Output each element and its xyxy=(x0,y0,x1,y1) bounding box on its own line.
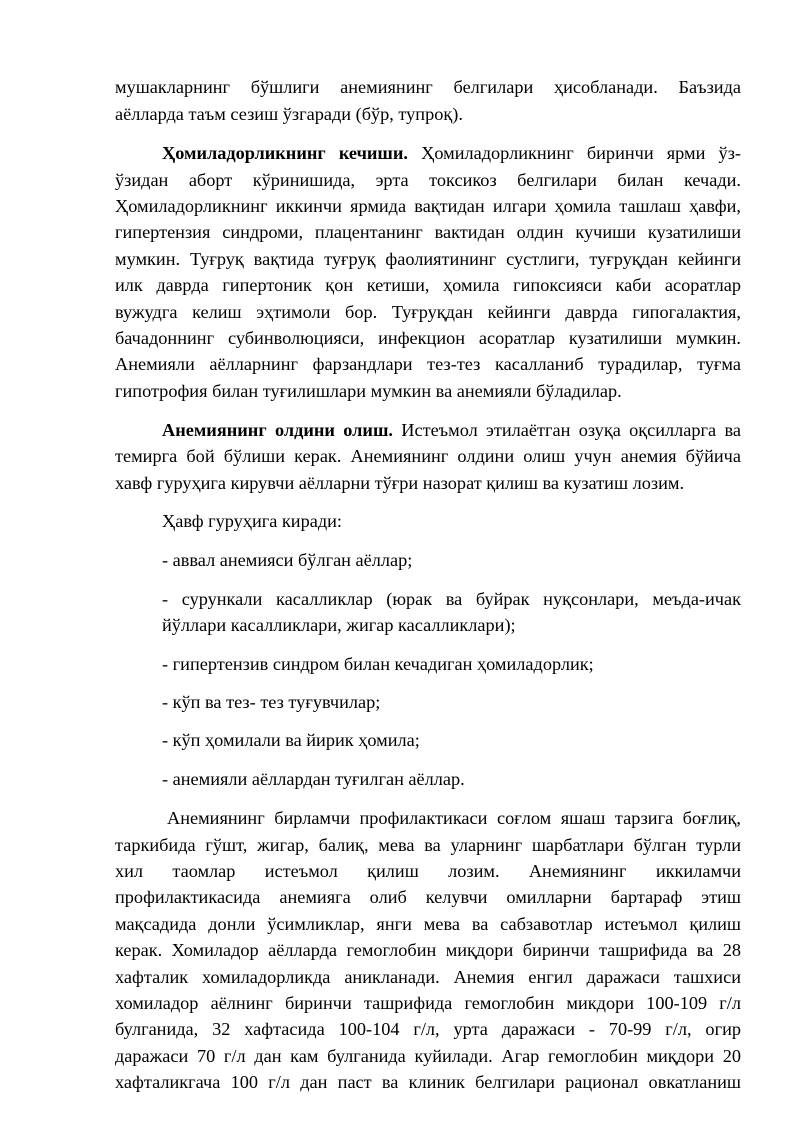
paragraph-line: Анемиянинг бирламчи профилактикаси соғлом яшаш тарзига боғлиқ, xyxy=(167,808,741,828)
paragraph-line: булганида, 32 хафтасида 100-104 г/л, урта даражаси - 70-99 г/л, огир xyxy=(115,1019,741,1039)
paragraph-line: Анемияли аёлларнинг фарзандлари тез-тез касалланиб турадилар, туғма xyxy=(115,354,741,374)
paragraph-line: Анемиянинг олдини олиш. Истеъмол этилаётган озуқа оқсилларга ва xyxy=(162,420,741,440)
list-item: - анемияли аёллардан туғилган аёллар. xyxy=(162,769,465,789)
section-heading-anemia-prevention: Анемиянинг олдини олиш. xyxy=(162,420,393,440)
paragraph-line: бачадоннинг субинволюцияси, инфекцион асоратлар кузатилиши мумкин. xyxy=(115,328,741,348)
paragraph-line: мумкин. Туғруқ вақтида туғруқ фаолиятининг сустлиги, туғруқдан кейинги xyxy=(115,249,741,269)
paragraph-line: хафталик хомиладорликда аникланади. Анемия енгил даражаси ташхиси xyxy=(115,967,741,987)
list-item: - кўп ва тез- тез туғувчилар; xyxy=(162,692,381,712)
paragraph-line: темирга бой бўлиши керак. Анемиянинг олдини олиш учун анемия бўйича xyxy=(115,446,741,466)
paragraph-line: мақсадида донли ўсимликлар, янги мева ва сабзавотлар истеъмол қилиш xyxy=(115,914,741,934)
paragraph-line: профилактикасида анемияга олиб келувчи омилларни бартараф этиш xyxy=(115,887,741,907)
section-heading-pregnancy-course: Ҳомиладорликнинг кечиши. xyxy=(162,143,408,163)
list-item: йўллари касалликлари, жигар касалликлари); xyxy=(162,615,516,635)
list-item: - аввал анемияси бўлган аёллар; xyxy=(162,550,413,570)
paragraph-line: мушакларнинг бўшлиги анемиянинг белгилари ҳисобланади. Баъзида xyxy=(115,77,741,97)
paragraph-line: гипертензия синдроми, плацентанинг вактидан олдин кучиши кузатилиши xyxy=(115,222,741,242)
paragraph-line: даражаси 70 г/л дан кам булганида куйилади. Агар гемоглобин миқдори 20 xyxy=(115,1046,741,1066)
paragraph-line: илк даврда гипертоник қон кетиши, ҳомила гипоксияси каби асоратлар xyxy=(115,275,741,295)
paragraph-line: Ҳомиладорликнинг кечиши. Ҳомиладорликнинг биринчи ярми ўз- xyxy=(162,143,741,163)
list-item: - кўп ҳомилали ва йирик ҳомила; xyxy=(162,730,420,750)
paragraph-line: хавф гуруҳига кирувчи аёлларни тўғри назорат қилиш ва кузатиш лозим. xyxy=(115,473,685,493)
paragraph-line: хафталикгача 100 г/л дан паст ва клиник белгилари рационал овкатланиш xyxy=(115,1072,741,1092)
list-item: - сурункали касалликлар (юрак ва буйрак нуқсонлари, меъда-ичак xyxy=(162,589,741,609)
paragraph-line: таркибида гўшт, жигар, балиқ, мева ва уларнинг шарбатлари бўлган турли xyxy=(115,835,741,855)
paragraph-line: хомиладор аёлнинг биринчи ташрифида гемоглобин микдори 100-109 г/л xyxy=(115,993,741,1013)
paragraph-line: хил таомлар истеъмол қилиш лозим. Анемиянинг иккиламчи xyxy=(115,861,741,881)
paragraph-line: керак. Хомиладор аёлларда гемоглобин миқдори биринчи ташрифида ва 28 xyxy=(115,940,741,960)
paragraph-line: гипотрофия билан туғилишлари мумкин ва анемияли бўладилар. xyxy=(115,381,622,401)
paragraph-line: Ҳомиладорликнинг иккинчи ярмида вақтидан илгари ҳомила ташлаш ҳавфи, xyxy=(115,196,741,216)
paragraph-line: вужудга келиш эҳтимоли бор. Туғруқдан кейинги даврда гипогалактия, xyxy=(115,302,741,322)
list-item: - гипертензив синдром билан кечадиган ҳомиладорлик; xyxy=(162,654,594,674)
paragraph-line: ўзидан аборт кўринишида, эрта токсикоз белгилари билан кечади. xyxy=(115,170,741,190)
risk-group-intro: Ҳавф гуруҳига киради: xyxy=(162,511,342,531)
paragraph-line: аёлларда таъм сезиш ўзгаради (бўр, тупроқ). xyxy=(115,104,463,124)
